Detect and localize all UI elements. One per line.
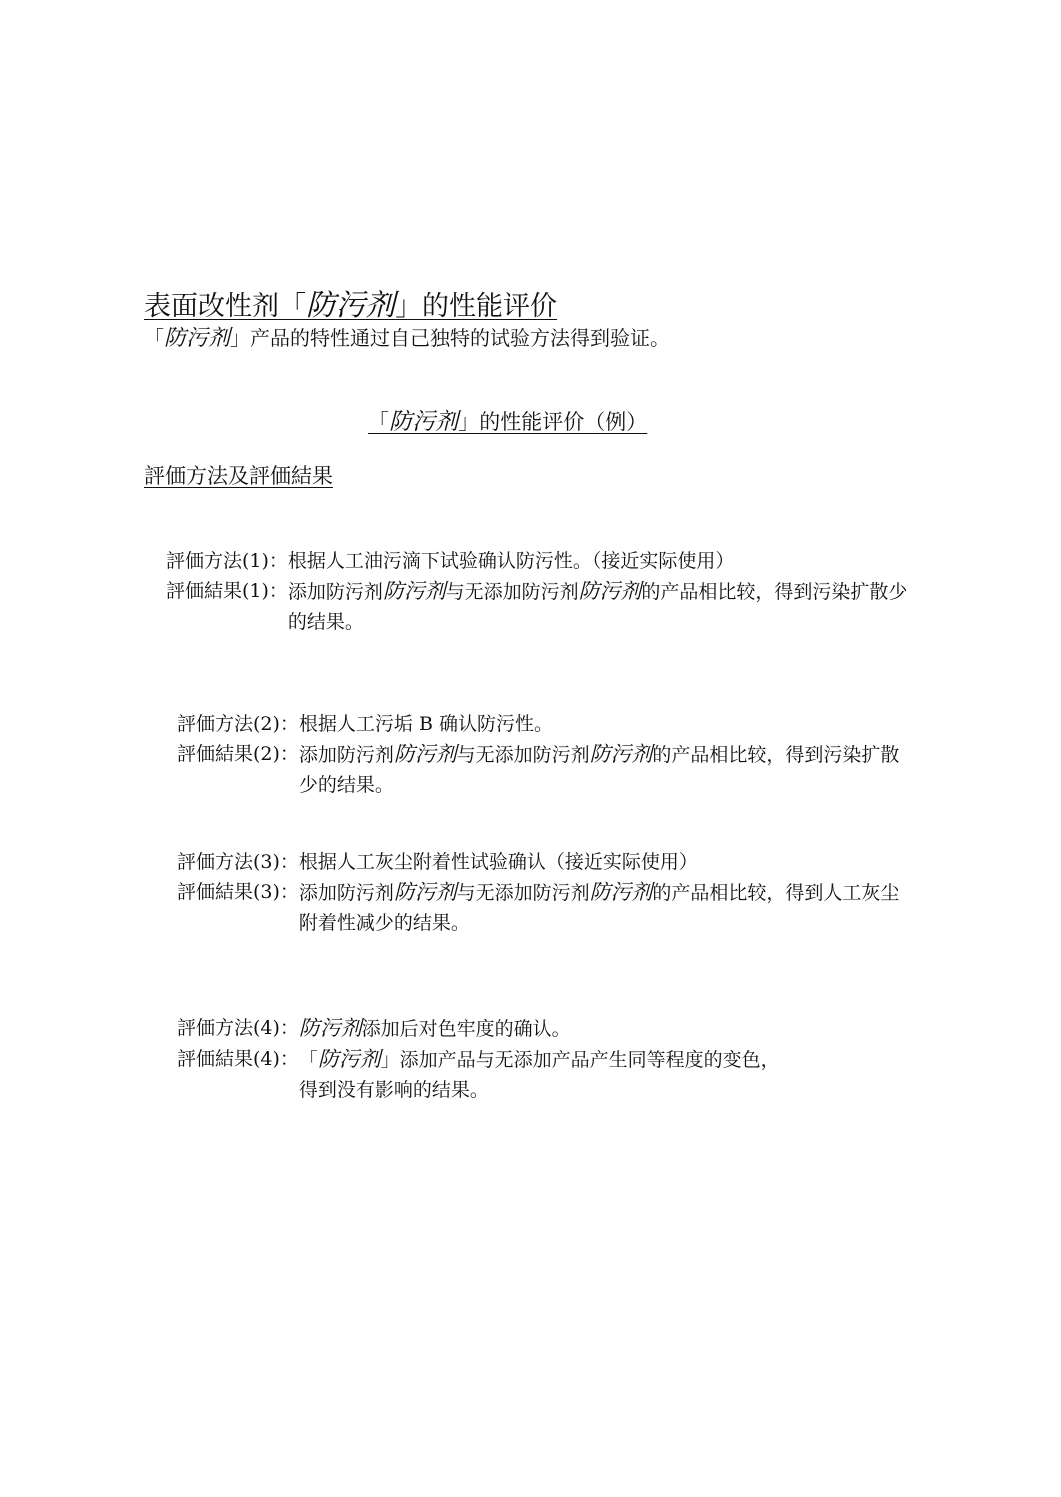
example-heading-prefix: 「: [368, 410, 389, 434]
result-part: 与无添加防污剂: [456, 744, 590, 766]
method-label: 評価方法(4)：: [177, 1017, 299, 1039]
intro-text: [144, 321, 670, 352]
intro-suffix: 」产品的特性通过自己独特的试验方法得到验证。: [230, 326, 671, 350]
method-text: [299, 1013, 571, 1044]
evaluation-item-1: [166, 546, 926, 637]
result-brand: 防污剂: [578, 579, 642, 603]
method-text: 根据人工污垢 B 确认防污性。: [298, 713, 553, 735]
evaluation-item-3: [177, 847, 927, 938]
result-brand: 防污剂: [393, 742, 457, 766]
section-heading: 評価方法及評価結果: [144, 464, 333, 488]
method-row: [177, 847, 927, 877]
result-brand: 防污剂: [393, 880, 457, 904]
method-row: [177, 1013, 927, 1044]
method-text: 根据人工灰尘附着性试验确认（接近实际使用）: [298, 851, 698, 873]
result-part: 得到没有影响的结果。: [298, 1079, 489, 1101]
result-part: 与无添加防污剂: [445, 581, 579, 603]
method-label: 評価方法(1)：: [166, 550, 288, 572]
method-row: [166, 546, 926, 576]
result-part: 的产品相比较，得到污染扩散少的结果。: [298, 744, 900, 796]
title-suffix: 」的性能评价: [395, 291, 558, 322]
result-part: 「: [298, 1049, 318, 1071]
result-text: [299, 739, 909, 800]
method-label: 評価方法(3)：: [177, 851, 299, 873]
result-label: 評価結果(2)：: [177, 743, 299, 765]
result-brand: 防污剂: [382, 579, 446, 603]
result-part: 与无添加防污剂: [456, 882, 590, 904]
method-label: 評価方法(2)：: [177, 713, 299, 735]
method-brand: 防污剂: [298, 1016, 362, 1040]
intro-brand: 防污剂: [164, 326, 231, 351]
result-part: 」添加产品与无添加产品产生同等程度的变色，: [380, 1049, 780, 1071]
result-brand: 防污剂: [589, 880, 653, 904]
title-brand: 防污剂: [306, 288, 396, 323]
result-row: [177, 877, 927, 938]
result-text: [288, 576, 910, 637]
result-part: 添加防污剂: [287, 581, 383, 603]
title-prefix: 表面改性剂「: [144, 291, 306, 322]
method-part: 添加后对色牢度的确认。: [361, 1018, 571, 1040]
result-brand: 防污剂: [317, 1047, 381, 1071]
result-part: 添加防污剂: [298, 744, 394, 766]
result-text: [299, 877, 909, 938]
example-heading-suffix: 」的性能评价（例）: [458, 410, 648, 434]
result-part: 添加防污剂: [298, 882, 394, 904]
evaluation-item-2: [177, 709, 927, 800]
result-row: [177, 1044, 927, 1105]
evaluation-item-4: [177, 1013, 927, 1105]
result-label: 評価結果(3)：: [177, 881, 299, 903]
result-brand: 防污剂: [589, 742, 653, 766]
result-part: 的产品相比较，得到人工灰尘附着性减少的结果。: [298, 882, 900, 934]
example-heading-brand: 防污剂: [389, 409, 459, 435]
example-heading: [368, 402, 647, 436]
result-label: 評価結果(4)：: [177, 1048, 299, 1070]
result-label: 評価結果(1)：: [166, 580, 288, 602]
result-row: [166, 576, 926, 637]
result-part: 的产品相比较，得到污染扩散少的结果。: [287, 581, 908, 633]
method-text: 根据人工油污滴下试验确认防污性。（接近实际使用）: [287, 550, 735, 572]
method-row: [177, 709, 927, 739]
intro-prefix: 「: [144, 326, 164, 350]
result-text: [299, 1044, 780, 1105]
page-title: [144, 282, 557, 324]
result-row: [177, 739, 927, 800]
